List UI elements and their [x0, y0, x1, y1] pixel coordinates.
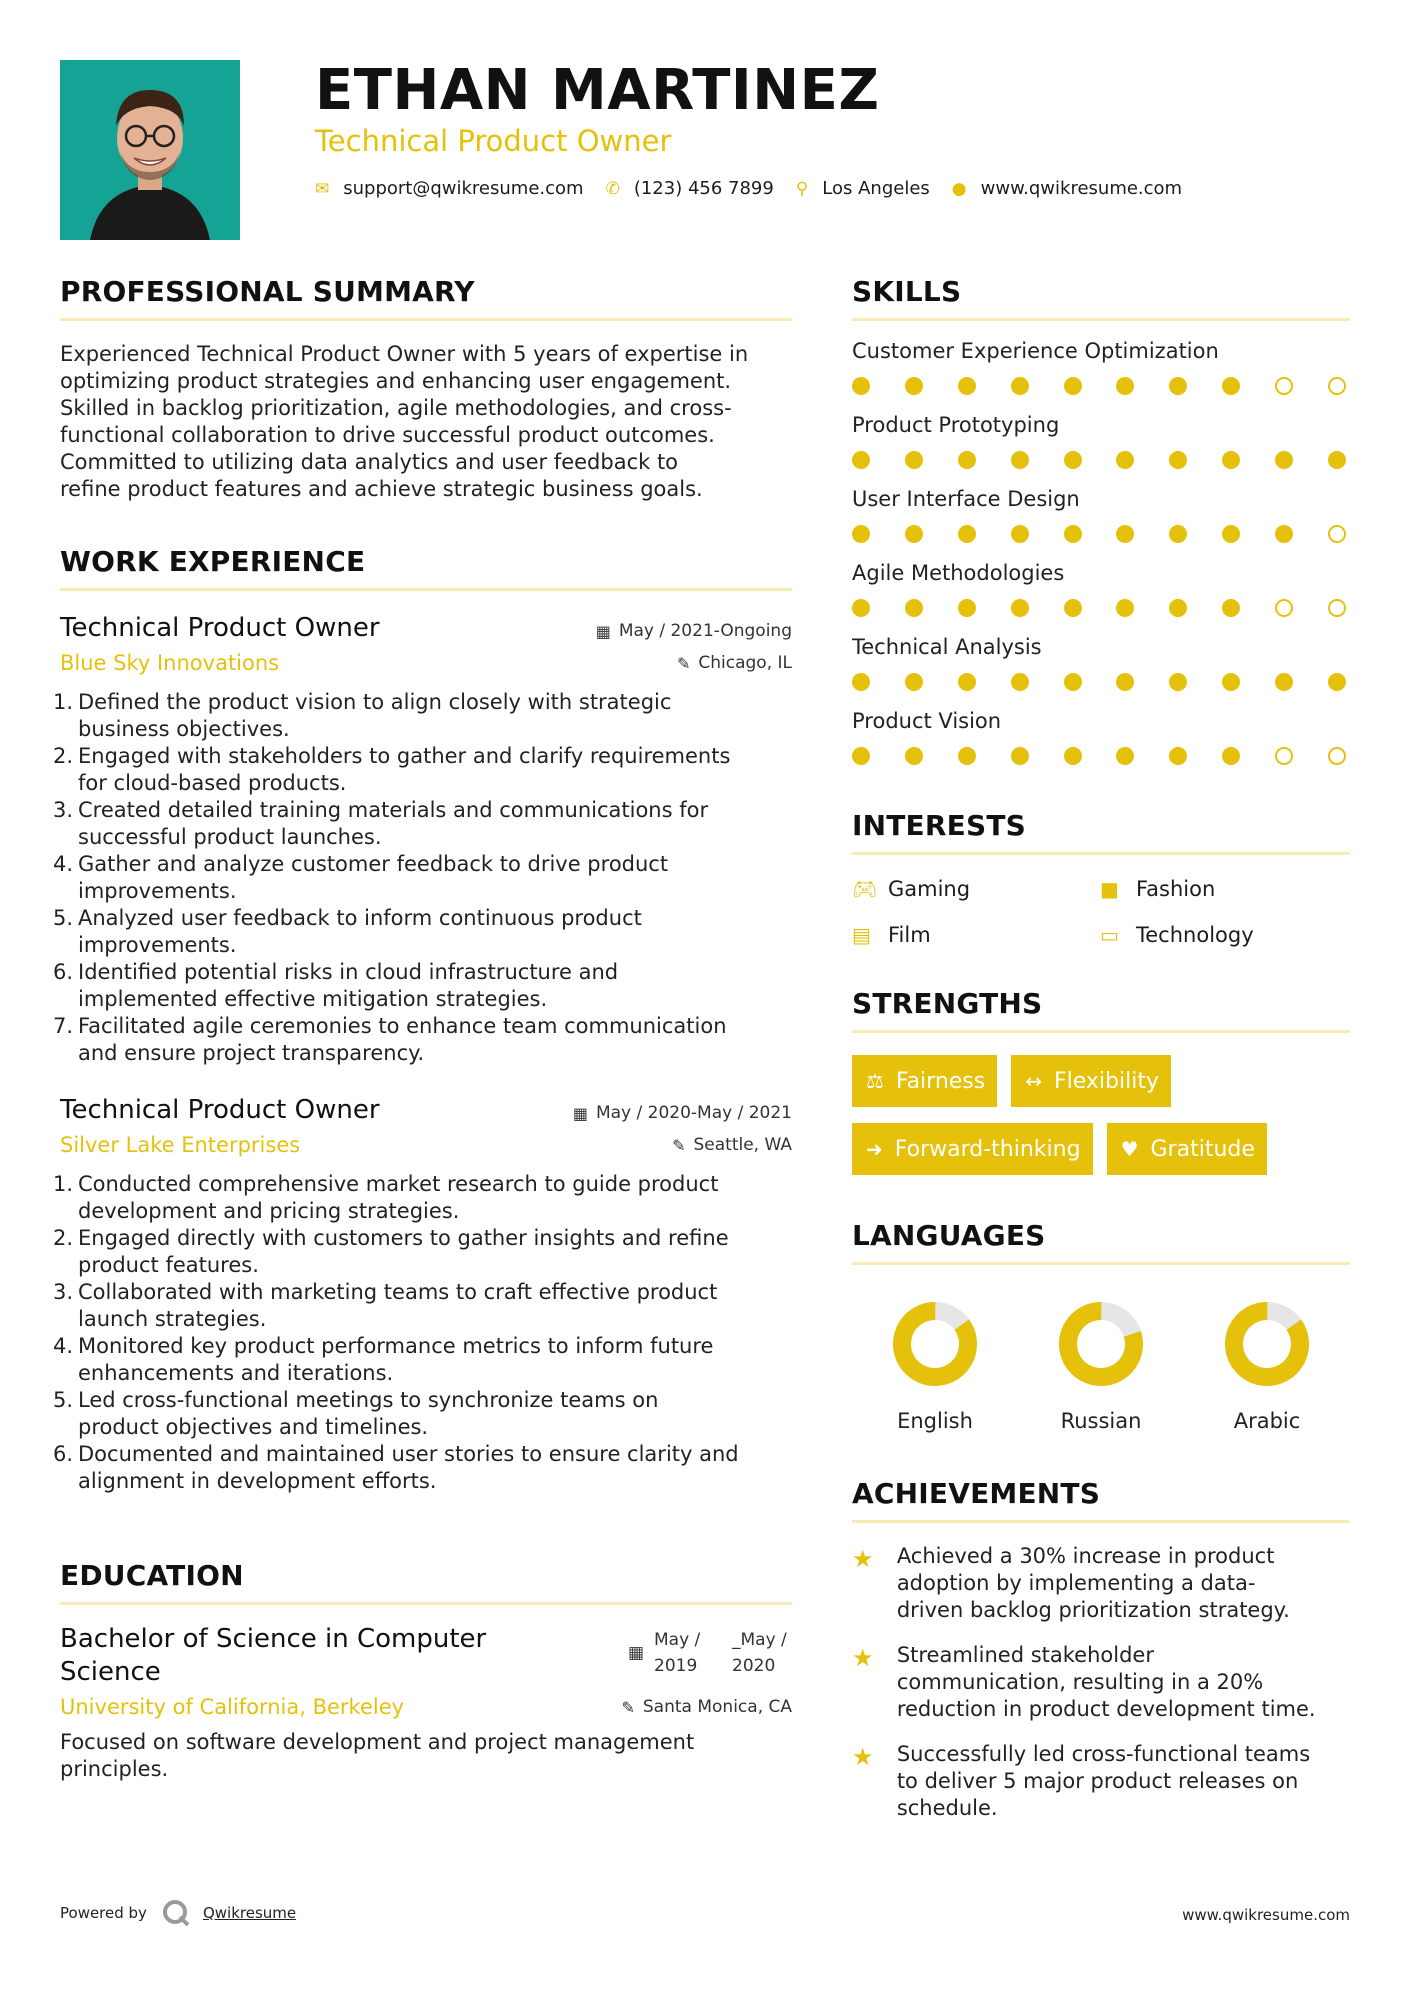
arrows-horizontal-icon: ↔: [1025, 1069, 1042, 1093]
rating-dot-filled: [905, 451, 923, 469]
globe-icon: ●: [951, 178, 967, 199]
job-bullets: [53, 1171, 792, 1495]
job-dates: [596, 621, 792, 641]
rating-dot-filled: [852, 747, 870, 765]
rating-dot-empty: [1275, 599, 1293, 617]
rating-dot-filled: [1116, 747, 1134, 765]
item-line: improvements.: [78, 933, 237, 957]
candidate-title: Technical Product Owner: [315, 124, 672, 158]
item-line: enhancements and iterations.: [78, 1361, 394, 1385]
rating-dot-filled: [1169, 599, 1187, 617]
company-name: Blue Sky Innovations: [60, 651, 280, 675]
balance-scale-icon: ⚖: [866, 1069, 884, 1093]
interest-label: Technology: [1136, 923, 1254, 947]
section-title: SKILLS: [852, 275, 962, 308]
strength-chip: [852, 1055, 997, 1107]
rating-dot-filled: [1222, 673, 1240, 691]
list-item: [53, 1013, 792, 1067]
rating-dot-filled: [1169, 747, 1187, 765]
language-name: Arabic: [1233, 1409, 1301, 1433]
interest-item: [852, 923, 1100, 947]
item-line: and ensure project transparency.: [78, 1041, 425, 1065]
rating-dot-filled: [1169, 673, 1187, 691]
job-entry: [53, 1095, 792, 1495]
pin-icon: ✎: [672, 1135, 686, 1155]
rating-dot-filled: [852, 377, 870, 395]
rating-dot-filled: [852, 525, 870, 543]
rating-dot-empty: [1275, 747, 1293, 765]
achievement-line: Streamlined stakeholder: [896, 1643, 1154, 1667]
pin-icon: ✎: [621, 1697, 635, 1717]
summary-line: Committed to utilizing data analytics and user feedback to: [60, 450, 679, 474]
rating-dot-filled: [1275, 525, 1293, 543]
item-line: product objectives and timelines.: [78, 1415, 429, 1439]
list-item: [53, 905, 792, 959]
achievement-line: reduction in product development time.: [896, 1697, 1316, 1721]
item-line: implemented effective mitigation strategies.: [78, 987, 548, 1011]
candidate-name: ETHAN MARTINEZ: [315, 58, 880, 123]
start-year: 2019: [654, 1656, 698, 1676]
interest-item: [852, 877, 1100, 901]
powered-by-text: Powered by: [60, 1904, 147, 1922]
job-location: [677, 653, 792, 673]
item-line: alignment in development efforts.: [78, 1469, 437, 1493]
end-month: _May /: [732, 1630, 787, 1650]
skill-rating: [852, 747, 1346, 765]
item-number: 3.: [53, 1280, 74, 1304]
section-title: EDUCATION: [60, 1559, 244, 1592]
language-item: [852, 1301, 1018, 1433]
rating-dot-filled: [852, 451, 870, 469]
calendar-icon: ▦: [572, 1103, 588, 1123]
rating-dot-filled: [1222, 599, 1240, 617]
skill-item: [852, 413, 1350, 469]
item-number: 7.: [53, 1014, 74, 1038]
achievement-text: [897, 1543, 1350, 1624]
rating-dot-filled: [1116, 451, 1134, 469]
item-line: Documented and maintained user stories to ensure clarity and: [78, 1442, 739, 1466]
rating-dot-filled: [1222, 525, 1240, 543]
language-name: Russian: [1060, 1409, 1142, 1433]
job-dates-text: May / 2020-May / 2021: [595, 1103, 792, 1123]
achievement-line: to deliver 5 major product releases on: [896, 1769, 1299, 1793]
section-divider: [60, 318, 792, 321]
education-section: [60, 1559, 792, 1783]
item-line: Gather and analyze customer feedback to drive product: [78, 852, 669, 876]
summary-line: Skilled in backlog prioritization, agile methodologies, and cross-: [60, 396, 732, 420]
envelope-icon: ✉: [315, 178, 330, 199]
item-line: Led cross-functional meetings to synchronize teams on: [78, 1388, 659, 1412]
item-line: business objectives.: [78, 717, 290, 741]
arrow-right-icon: ➜: [866, 1137, 883, 1161]
achievement-line: Successfully led cross-functional teams: [896, 1742, 1311, 1766]
rating-dot-filled: [905, 599, 923, 617]
rating-dot-filled: [905, 377, 923, 395]
skill-rating: [852, 377, 1346, 395]
rating-dot-filled: [1011, 525, 1029, 543]
achievement-text: [897, 1741, 1350, 1822]
item-line: Defined the product vision to align closely with strategic: [78, 690, 672, 714]
item-line: Analyzed user feedback to inform continuous product: [78, 906, 642, 930]
section-divider: [60, 588, 792, 591]
list-item: [53, 1387, 792, 1441]
summary-section: [60, 275, 792, 503]
section-title: LANGUAGES: [852, 1219, 1046, 1252]
rating-dot-filled: [1275, 451, 1293, 469]
rating-dot-filled: [958, 747, 976, 765]
rating-dot-filled: [958, 377, 976, 395]
list-item: [53, 743, 792, 797]
calendar-icon: ▦: [627, 1643, 644, 1663]
strength-label: Fairness: [895, 1068, 986, 1094]
section-title: PROFESSIONAL SUMMARY: [60, 275, 475, 308]
skill-rating: [852, 673, 1346, 691]
company-name: Silver Lake Enterprises: [60, 1133, 301, 1157]
map-marker-icon: ⚲: [795, 178, 809, 199]
item-line: Collaborated with marketing teams to craft effective product: [78, 1280, 718, 1304]
film-icon: ▤: [852, 923, 871, 947]
item-number: 3.: [53, 798, 74, 822]
achievement-item: [852, 1543, 1350, 1624]
skill-item: [852, 561, 1350, 617]
skill-name: Agile Methodologies: [852, 561, 1065, 585]
item-number: 1.: [53, 1172, 74, 1196]
item-line: development and pricing strategies.: [78, 1199, 460, 1223]
rating-dot-filled: [1222, 377, 1240, 395]
language-donut: [1058, 1301, 1144, 1387]
rating-dot-filled: [1064, 747, 1082, 765]
star-icon: ★: [852, 1644, 874, 1672]
item-number: 5.: [53, 1388, 74, 1412]
rating-dot-filled: [1011, 451, 1029, 469]
phone-text: (123) 456 7899: [633, 178, 774, 199]
list-item: [53, 797, 792, 851]
rating-dot-filled: [958, 599, 976, 617]
end-year: 2020: [732, 1656, 776, 1676]
item-number: 2.: [53, 1226, 74, 1250]
skill-name: User Interface Design: [852, 487, 1080, 511]
item-line: improvements.: [78, 879, 237, 903]
education-dates: [628, 1627, 792, 1679]
rating-dot-filled: [1064, 599, 1082, 617]
profile-photo: [60, 60, 240, 240]
section-divider: [852, 1030, 1350, 1033]
rating-dot-filled: [1116, 673, 1134, 691]
list-item: [53, 1441, 792, 1495]
rating-dot-empty: [1328, 599, 1346, 617]
interests-section: [852, 809, 1350, 947]
item-number: 2.: [53, 744, 74, 768]
interest-item: [1100, 877, 1350, 901]
footer-powered-by: [60, 1898, 296, 1928]
description-line: principles.: [60, 1757, 169, 1781]
rating-dot-filled: [1169, 377, 1187, 395]
degree-line: Bachelor of Science in Computer: [60, 1624, 487, 1654]
school-name: University of California, Berkeley: [60, 1695, 405, 1719]
rating-dot-filled: [1064, 377, 1082, 395]
degree-title: [60, 1623, 530, 1689]
language-item: [1184, 1301, 1350, 1433]
brand-link[interactable]: Qwikresume: [202, 1904, 297, 1922]
achievement-line: Achieved a 30% increase in product: [896, 1544, 1275, 1568]
laptop-icon: ▭: [1100, 923, 1119, 947]
rating-dot-filled: [852, 599, 870, 617]
star-icon: ★: [852, 1743, 874, 1771]
skill-rating: [852, 525, 1346, 543]
job-dates-text: May / 2021-Ongoing: [618, 621, 792, 641]
skill-item: [852, 635, 1350, 691]
rating-dot-empty: [1328, 525, 1346, 543]
section-divider: [852, 1520, 1350, 1523]
rating-dot-filled: [1275, 673, 1293, 691]
interest-label: Fashion: [1136, 877, 1216, 901]
achievement-item: [852, 1642, 1350, 1723]
school-location: [621, 1697, 792, 1717]
job-location-text: Chicago, IL: [698, 653, 792, 673]
rating-dot-filled: [1116, 525, 1134, 543]
list-item: [53, 1225, 792, 1279]
section-divider: [852, 318, 1350, 321]
calendar-icon: ▦: [595, 621, 611, 641]
language-item: [1018, 1301, 1184, 1433]
rating-dot-filled: [852, 673, 870, 691]
achievement-item: [852, 1741, 1350, 1822]
strengths-section: [852, 987, 1350, 1191]
strength-chip: [852, 1123, 1093, 1175]
interests-list: [852, 877, 1350, 947]
item-number: 6.: [53, 1442, 74, 1466]
item-number: 1.: [53, 690, 74, 714]
strength-chip: [1011, 1055, 1171, 1107]
rating-dot-filled: [905, 747, 923, 765]
list-item: [53, 1171, 792, 1225]
skill-name: Product Prototyping: [852, 413, 1060, 437]
rating-dot-filled: [1222, 747, 1240, 765]
qwikresume-logo-icon: [161, 1898, 191, 1928]
rating-dot-filled: [1169, 525, 1187, 543]
item-line: Monitored key product performance metrics to inform future: [78, 1334, 714, 1358]
rating-dot-filled: [1116, 599, 1134, 617]
job-location-text: Seattle, WA: [693, 1135, 792, 1155]
experience-section: [53, 545, 792, 1495]
website-text: www.qwikresume.com: [980, 178, 1183, 199]
rating-dot-filled: [1169, 451, 1187, 469]
rating-dot-filled: [1011, 747, 1029, 765]
language-donut: [892, 1301, 978, 1387]
item-number: 6.: [53, 960, 74, 984]
item-line: Created detailed training materials and communications for: [78, 798, 709, 822]
section-title: INTERESTS: [852, 809, 1026, 842]
rating-dot-filled: [1222, 451, 1240, 469]
rating-dot-empty: [1275, 377, 1293, 395]
email-text: support@qwikresume.com: [343, 178, 584, 199]
rating-dot-filled: [905, 673, 923, 691]
skill-name: Product Vision: [852, 709, 1002, 733]
achievement-text: [897, 1642, 1350, 1723]
job-entry: [53, 613, 792, 1067]
list-item: [53, 851, 792, 905]
skill-name: Technical Analysis: [852, 635, 1042, 659]
footer-website[interactable]: www.qwikresume.com: [1182, 1906, 1350, 1924]
gamepad-icon: 🎮︎: [852, 877, 878, 901]
rating-dot-filled: [958, 673, 976, 691]
skill-name: Customer Experience Optimization: [852, 339, 1219, 363]
list-item: [53, 1279, 792, 1333]
start-date: [654, 1627, 732, 1679]
rating-dot-filled: [1011, 673, 1029, 691]
rating-dot-filled: [905, 525, 923, 543]
item-number: 5.: [53, 906, 74, 930]
item-line: for cloud-based products.: [78, 771, 347, 795]
rating-dot-filled: [1011, 599, 1029, 617]
degree-line: Science: [60, 1657, 161, 1687]
section-divider: [60, 1602, 792, 1605]
item-line: Engaged with stakeholders to gather and clarify requirements: [78, 744, 731, 768]
list-item: [53, 959, 792, 1013]
skill-rating: [852, 599, 1346, 617]
skill-item: [852, 709, 1350, 765]
skill-rating: [852, 451, 1346, 469]
item-line: product features.: [78, 1253, 259, 1277]
skills-section: [852, 275, 1350, 765]
rating-dot-filled: [1328, 673, 1346, 691]
heart-icon: ♥: [1120, 1137, 1139, 1161]
interest-item: [1100, 923, 1350, 947]
skill-item: [852, 339, 1350, 395]
language-donut: [1224, 1301, 1310, 1387]
item-line: Conducted comprehensive market research to guide product: [78, 1172, 719, 1196]
languages-list: [852, 1301, 1350, 1433]
summary-line: functional collaboration to drive successful product outcomes.: [60, 423, 715, 447]
right-column: [852, 275, 1350, 1822]
item-line: launch strategies.: [78, 1307, 267, 1331]
interest-label: Gaming: [888, 877, 971, 901]
location-text: Los Angeles: [822, 178, 930, 199]
contact-email[interactable]: [315, 178, 584, 199]
rating-dot-empty: [1328, 747, 1346, 765]
strength-label: Flexibility: [1054, 1068, 1159, 1094]
item-line: Facilitated agile ceremonies to enhance team communication: [78, 1014, 727, 1038]
item-line: successful product launches.: [78, 825, 382, 849]
list-item: [53, 1333, 792, 1387]
item-line: Engaged directly with customers to gather insights and refine: [78, 1226, 729, 1250]
item-number: 4.: [53, 1334, 74, 1358]
item-number: 4.: [53, 852, 74, 876]
contact-bar: [315, 178, 1204, 199]
summary-line: Experienced Technical Product Owner with 5 years of expertise in: [60, 342, 749, 366]
summary-line: optimizing product strategies and enhancing user engagement.: [60, 369, 732, 393]
rating-dot-filled: [1011, 377, 1029, 395]
shopping-bag-icon: ■: [1100, 877, 1119, 901]
job-location: [672, 1135, 792, 1155]
summary-text: [60, 341, 792, 503]
section-title: WORK EXPERIENCE: [60, 545, 366, 578]
item-line: Identified potential risks in cloud infrastructure and: [78, 960, 619, 984]
section-divider: [852, 1262, 1350, 1265]
school-location-text: Santa Monica, CA: [642, 1697, 792, 1717]
language-name: English: [897, 1409, 973, 1433]
section-title: ACHIEVEMENTS: [852, 1477, 1101, 1510]
portrait-image: [60, 60, 240, 240]
phone-icon: ✆: [605, 178, 620, 199]
job-title: Technical Product Owner: [60, 613, 380, 643]
rating-dot-filled: [1064, 525, 1082, 543]
section-title: STRENGTHS: [852, 987, 1043, 1020]
strength-chip: [1107, 1123, 1267, 1175]
star-icon: ★: [852, 1545, 874, 1573]
job-bullets: [53, 689, 792, 1067]
interest-label: Film: [888, 923, 931, 947]
strength-label: Forward-thinking: [894, 1136, 1081, 1162]
rating-dot-filled: [1064, 451, 1082, 469]
rating-dot-filled: [1116, 377, 1134, 395]
achievement-line: communication, resulting in a 20%: [896, 1670, 1264, 1694]
list-item: [53, 689, 792, 743]
rating-dot-filled: [958, 525, 976, 543]
rating-dot-empty: [1328, 377, 1346, 395]
summary-line: refine product features and achieve strategic business goals.: [60, 477, 703, 501]
contact-phone[interactable]: [606, 178, 774, 199]
achievement-line: adoption by implementing a data-: [896, 1571, 1256, 1595]
achievement-line: schedule.: [896, 1796, 998, 1820]
achievement-line: driven backlog prioritization strategy.: [896, 1598, 1290, 1622]
left-column: [53, 275, 792, 1783]
job-dates: [573, 1103, 792, 1123]
start-month: May /: [654, 1630, 701, 1650]
skill-item: [852, 487, 1350, 543]
achievements-section: [852, 1477, 1350, 1822]
section-divider: [852, 852, 1350, 855]
description-line: Focused on software development and project management: [60, 1730, 695, 1754]
pin-icon: ✎: [676, 653, 691, 673]
education-description: [60, 1729, 792, 1783]
job-title: Technical Product Owner: [60, 1095, 380, 1125]
contact-location: [796, 178, 930, 199]
skills-list: [852, 339, 1350, 765]
rating-dot-filled: [1064, 673, 1082, 691]
languages-section: [852, 1219, 1350, 1433]
strength-label: Gratitude: [1150, 1136, 1255, 1162]
strengths-list: [852, 1055, 1362, 1191]
contact-website[interactable]: [952, 178, 1182, 199]
rating-dot-filled: [958, 451, 976, 469]
end-date: [732, 1627, 792, 1679]
rating-dot-filled: [1328, 451, 1346, 469]
